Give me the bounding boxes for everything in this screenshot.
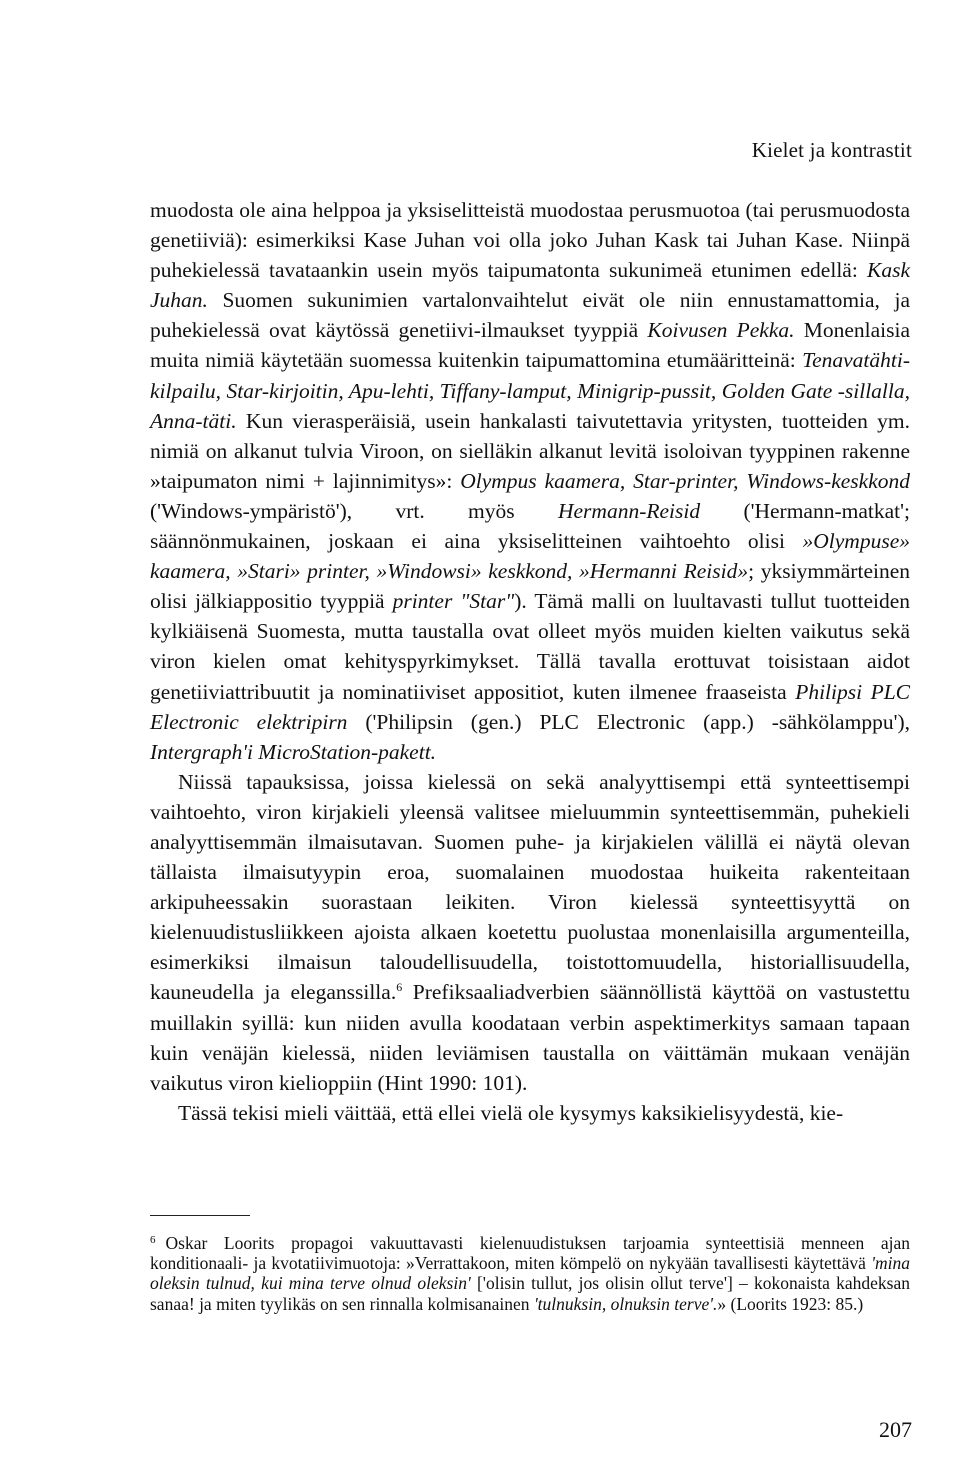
paragraph <box>150 1098 910 1128</box>
text-run: Kun vierasperäisiä, usein hankalasti taivutettavia yritysten, tuotteiden ym. nimiä on alkanut tulvia Viroon, on sielläkin alkanut levitä isoloivan tyyppinen rakenne »taipumaton nimi + lajinnimitys»: <box>150 408 910 493</box>
italic-term: Hermann-Reisid <box>557 498 701 523</box>
paragraph <box>150 195 910 767</box>
text-run: ('Philipsin (gen.) PLC Electronic (app.) -sähkölamppu'), <box>347 709 910 734</box>
text-run: muodosta ole aina helppoa ja yksiselitteistä muodostaa perusmuotoa (tai perusmuodosta genetiiviä): esimerkiksi Kase Juhan voi olla joko Juhan Kask tai Juhan Kase. Niinpä puhekielessä tavataankin usein myös taipumatonta sukunimeä etunimen edellä: <box>150 198 910 283</box>
text-run: Oskar Loorits propagoi vakuuttavasti kielenuudistuksen tarjoamia synteettisiä menneen ajan konditionaali- ja kvotatiivimuotoja: »Verrattakoon, miten kömpelö on nykyään tavallisesti käytettävä <box>150 1233 910 1274</box>
page-number: 207 <box>879 1417 912 1442</box>
text-run: Suomen sukunimien vartalonvaihtelut eivät ole niin ennustamattomia, ja puhekielessä ovat käytössä genetiivi-ilmaukset tyyppiä <box>150 288 910 343</box>
italic-term: Tenavatähti-kilpailu, Star-kirjoitin, Apu-lehti, Tiffany-lamput, Minigrip-pussit, Golden Gate -sillalla, Anna-täti. <box>150 348 910 433</box>
footnote-reference: 6 <box>396 980 403 995</box>
italic-term: Philipsi PLC Electronic elektripirn <box>150 679 911 734</box>
italic-term: Olympus kaamera, Star-printer, Windows-keskkond <box>460 468 910 493</box>
italic-term: 'tulnuksin, olnuksin terve'. <box>533 1293 718 1314</box>
body-text <box>150 195 910 1128</box>
italic-term: Kask Juhan. <box>150 258 910 313</box>
text-run: ; yksiymmärteinen olisi jälkiappositio tyyppiä <box>150 559 910 614</box>
italic-term: »Olympuse» kaamera, »Stari» printer, »Windowsi» keskkond, »Hermanni Reisid» <box>150 529 910 584</box>
italic-term: Koivusen Pekka. <box>647 318 795 343</box>
italic-term: Intergraph'i MicroStation-pakett. <box>150 739 437 764</box>
text-run: Prefiksaaliadverbien säännöllistä käyttöä on vastustettu muillakin syillä: kun niiden avulla koodataan verbin aspektimerkitys samaan tapaan kuin venäjän kielessä, niiden leviämisen taustalla on väittämän mukaan venäjän vaikutus viron kielioppiin (Hint 1990: 101). <box>150 980 910 1095</box>
footnote-number: 6 <box>150 1234 156 1246</box>
italic-term: 'mina oleksin tulnud, kui mina terve olnud oleksin' <box>150 1253 910 1294</box>
running-head: Kielet ja kontrastit <box>751 138 912 162</box>
footnote-divider <box>150 1215 250 1216</box>
italic-term: printer "Star" <box>392 589 515 614</box>
text-run: ('Windows-ympäristö'), vrt. myös <box>150 498 558 523</box>
text-run: Niissä tapauksissa, joissa kielessä on sekä analyyttisempi että synteettisempi vaihtoehto, viron kirjakieli yleensä valitsee mieluummin synteettisemmän, puhekieli analyyttisemmän ilmaisutavan. Suomen puhe- ja kirjakielen välillä ei näytä olevan tällaista ilmaisutyypin eroa, suomalainen muodostaa huikeita rakenteitaan arkipuheessakin suorastaan leikiten. Viron kielessä synteettisyyttä on kielenuudistusliikkeen ajoista alkaen koetettu puolustaa monenlaisilla argumenteilla, esimerkiksi ilmaisun taloudellisuudella, toistottomuudella, historiallisuudella, kauneudella ja eleganssilla. <box>150 769 910 1005</box>
text-run: ). Tämä malli on luultavasti tullut tuotteiden kylkiäisenä Suomesta, mutta taustalla ovat olleet myös muiden kielten vaikutus sekä viron kielen omat kehityspyrkimykset. Tällä tavalla erottuvat toisistaan aidot genetiiviattribuutit ja nominatiiviset appositiot, kuten ilmenee fraaseista <box>150 589 910 704</box>
text-run: ('Hermann-matkat'; säännönmukainen, joskaan ei aina yksiselitteinen vaihtoehto olisi <box>150 498 910 554</box>
text-run: Tässä tekisi mieli väittää, että ellei vielä ole kysymys kaksikielisyydestä, kie- <box>178 1100 844 1125</box>
paragraph <box>150 767 910 1098</box>
text-run: ['olisin tullut, jos olisin ollut terve'] – kokonaista kahdeksan sanaa! ja miten tyylikäs on sen rinnalla kolmisanainen <box>150 1273 910 1314</box>
footnote <box>150 1233 910 1314</box>
text-run: Monenlaisia muita nimiä käytetään suomessa kuitenkin taipumattomina etumääritteinä: <box>150 318 910 373</box>
text-run: » (Loorits 1923: 85.) <box>717 1293 864 1314</box>
